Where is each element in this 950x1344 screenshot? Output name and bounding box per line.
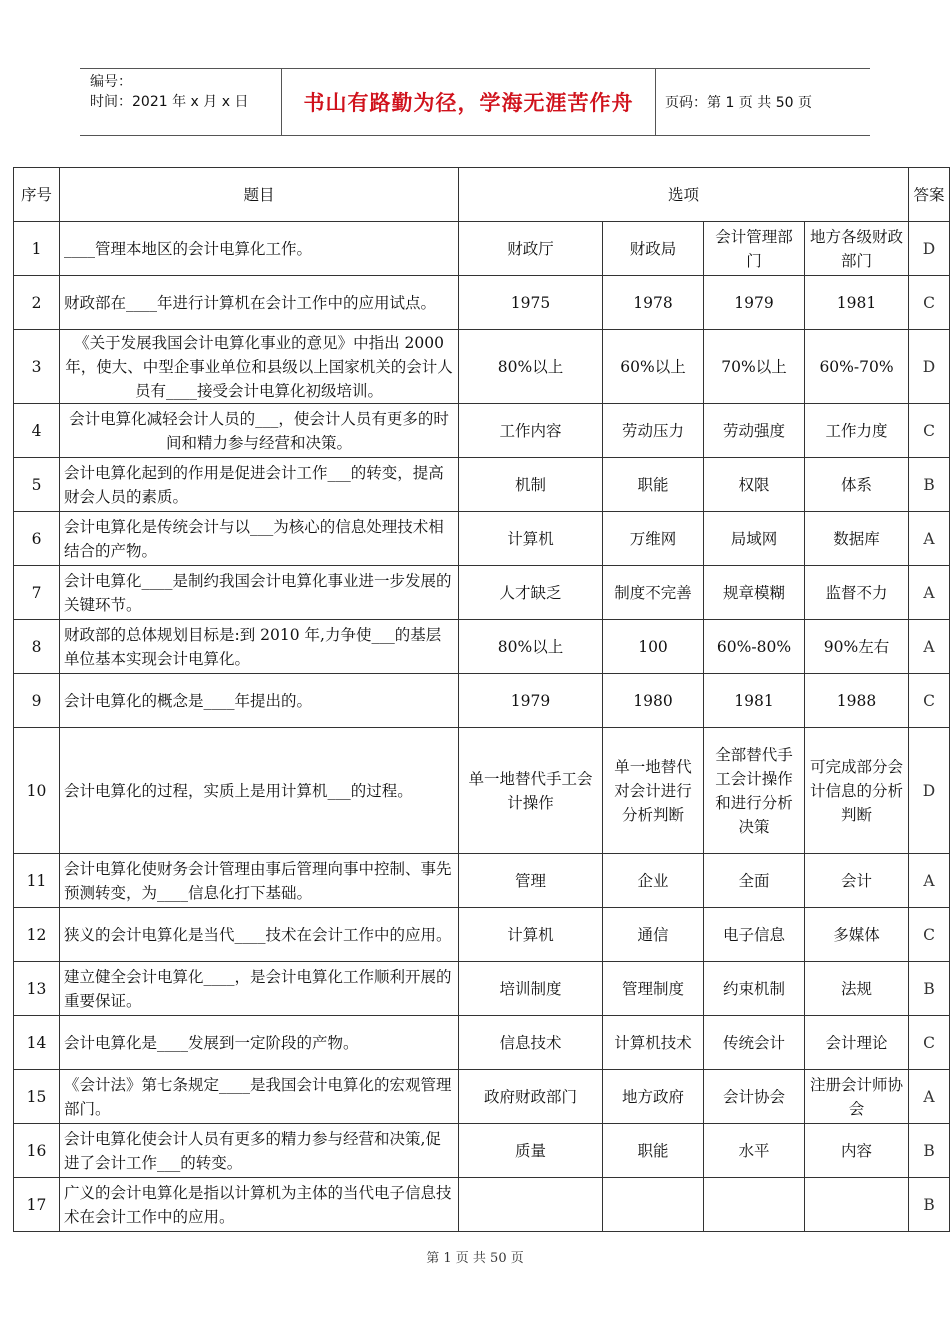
option-c: 会计管理部门 xyxy=(704,222,805,276)
option-b: 1978 xyxy=(603,276,704,330)
option-d: 多媒体 xyxy=(805,908,909,962)
option-d: 90%左右 xyxy=(805,620,909,674)
question-text: 建立健全会计电算化____，是会计电算化工作顺利开展的重要保证。 xyxy=(60,962,459,1016)
table-header-row xyxy=(14,168,950,222)
question-text: 会计电算化使会计人员有更多的精力参与经营和决策,促进了会计工作___的转变。 xyxy=(60,1124,459,1178)
table-row xyxy=(14,512,950,566)
question-text: 财政部的总体规划目标是:到 2010 年,力争使___的基层单位基本实现会计电算化。 xyxy=(60,620,459,674)
option-a: 计算机 xyxy=(459,512,603,566)
option-a: 1979 xyxy=(459,674,603,728)
header-motto: 书山有路勤为径，学海无涯苦作舟 xyxy=(282,69,656,135)
option-a: 单一地替代手工会计操作 xyxy=(459,728,603,854)
option-b: 100 xyxy=(603,620,704,674)
option-d: 1988 xyxy=(805,674,909,728)
option-b: 地方政府 xyxy=(603,1070,704,1124)
question-number: 6 xyxy=(14,512,60,566)
question-text: 《会计法》第七条规定____是我国会计电算化的宏观管理部门。 xyxy=(60,1070,459,1124)
option-c: 劳动强度 xyxy=(704,404,805,458)
option-c: 全面 xyxy=(704,854,805,908)
option-c: 1979 xyxy=(704,276,805,330)
header-answer: 答案 xyxy=(909,168,950,222)
option-b: 职能 xyxy=(603,1124,704,1178)
table-row xyxy=(14,908,950,962)
table-row xyxy=(14,330,950,404)
answer-cell: B xyxy=(909,1124,950,1178)
option-a: 管理 xyxy=(459,854,603,908)
question-text: 《关于发展我国会计电算化事业的意见》中指出 2000 年，使大、中型企事业单位和县级以上国家机关的会计人员有____接受会计电算化初级培训。 xyxy=(60,330,459,404)
option-d: 60%-70% xyxy=(805,330,909,404)
question-text: 财政部在____年进行计算机在会计工作中的应用试点。 xyxy=(60,276,459,330)
option-d: 内容 xyxy=(805,1124,909,1178)
option-b: 通信 xyxy=(603,908,704,962)
answer-cell: A xyxy=(909,566,950,620)
option-c: 约束机制 xyxy=(704,962,805,1016)
option-c: 局域网 xyxy=(704,512,805,566)
page-header xyxy=(80,68,870,136)
question-text: ____管理本地区的会计电算化工作。 xyxy=(60,222,459,276)
option-a: 财政厅 xyxy=(459,222,603,276)
option-d: 法规 xyxy=(805,962,909,1016)
answer-cell: C xyxy=(909,908,950,962)
answer-cell: C xyxy=(909,404,950,458)
option-a: 80%以上 xyxy=(459,620,603,674)
question-text: 会计电算化减轻会计人员的___，使会计人员有更多的时间和精力参与经营和决策。 xyxy=(60,404,459,458)
option-b: 1980 xyxy=(603,674,704,728)
option-d: 会计理论 xyxy=(805,1016,909,1070)
header-no: 序号 xyxy=(14,168,60,222)
option-b: 制度不完善 xyxy=(603,566,704,620)
option-d: 监督不力 xyxy=(805,566,909,620)
question-number: 15 xyxy=(14,1070,60,1124)
answer-cell: B xyxy=(909,962,950,1016)
time-label: 时间：2021 年 x 月 x 日 xyxy=(90,94,249,110)
table-row xyxy=(14,404,950,458)
option-b: 60%以上 xyxy=(603,330,704,404)
option-b: 管理制度 xyxy=(603,962,704,1016)
option-a: 政府财政部门 xyxy=(459,1070,603,1124)
option-b: 企业 xyxy=(603,854,704,908)
table-row xyxy=(14,620,950,674)
option-b: 单一地替代对会计进行分析判断 xyxy=(603,728,704,854)
question-number: 5 xyxy=(14,458,60,512)
option-d: 体系 xyxy=(805,458,909,512)
option-c xyxy=(704,1178,805,1232)
table-row xyxy=(14,962,950,1016)
answer-cell: C xyxy=(909,674,950,728)
question-number: 10 xyxy=(14,728,60,854)
option-a: 信息技术 xyxy=(459,1016,603,1070)
question-number: 17 xyxy=(14,1178,60,1232)
answer-cell: D xyxy=(909,728,950,854)
table-row xyxy=(14,458,950,512)
question-number: 9 xyxy=(14,674,60,728)
option-c: 传统会计 xyxy=(704,1016,805,1070)
answer-cell: B xyxy=(909,1178,950,1232)
option-d xyxy=(805,1178,909,1232)
option-b: 财政局 xyxy=(603,222,704,276)
question-text: 会计电算化的过程，实质上是用计算机___的过程。 xyxy=(60,728,459,854)
table-row xyxy=(14,1178,950,1232)
option-d: 地方各级财政部门 xyxy=(805,222,909,276)
question-number: 12 xyxy=(14,908,60,962)
option-c: 电子信息 xyxy=(704,908,805,962)
question-number: 3 xyxy=(14,330,60,404)
question-number: 2 xyxy=(14,276,60,330)
option-b: 计算机技术 xyxy=(603,1016,704,1070)
table-row xyxy=(14,1124,950,1178)
answer-cell: A xyxy=(909,1070,950,1124)
question-text: 会计电算化使财务会计管理由事后管理向事中控制、事先预测转变，为____信息化打下基础。 xyxy=(60,854,459,908)
option-a: 计算机 xyxy=(459,908,603,962)
question-text: 会计电算化____是制约我国会计电算化事业进一步发展的关键环节。 xyxy=(60,566,459,620)
option-a: 人才缺乏 xyxy=(459,566,603,620)
header-question: 题目 xyxy=(60,168,459,222)
option-c: 规章模糊 xyxy=(704,566,805,620)
option-c: 权限 xyxy=(704,458,805,512)
option-c: 会计协会 xyxy=(704,1070,805,1124)
option-c: 1981 xyxy=(704,674,805,728)
option-d: 1981 xyxy=(805,276,909,330)
number-label: 编号： xyxy=(90,74,132,90)
option-b: 万维网 xyxy=(603,512,704,566)
header-options: 选项 xyxy=(459,168,909,222)
answer-cell: A xyxy=(909,512,950,566)
table-row xyxy=(14,674,950,728)
answer-cell: C xyxy=(909,1016,950,1070)
option-a: 质量 xyxy=(459,1124,603,1178)
option-a: 培训制度 xyxy=(459,962,603,1016)
question-text: 会计电算化是____发展到一定阶段的产物。 xyxy=(60,1016,459,1070)
option-b: 职能 xyxy=(603,458,704,512)
question-text: 广义的会计电算化是指以计算机为主体的当代电子信息技术在会计工作中的应用。 xyxy=(60,1178,459,1232)
option-a: 80%以上 xyxy=(459,330,603,404)
question-number: 11 xyxy=(14,854,60,908)
option-a: 1975 xyxy=(459,276,603,330)
answer-cell: C xyxy=(909,276,950,330)
answer-cell: D xyxy=(909,330,950,404)
question-text: 会计电算化起到的作用是促进会计工作___的转变，提高财会人员的素质。 xyxy=(60,458,459,512)
answer-cell: B xyxy=(909,458,950,512)
answer-cell: A xyxy=(909,854,950,908)
option-c: 60%-80% xyxy=(704,620,805,674)
table-row xyxy=(14,276,950,330)
question-number: 4 xyxy=(14,404,60,458)
question-text: 会计电算化的概念是____年提出的。 xyxy=(60,674,459,728)
option-a: 工作内容 xyxy=(459,404,603,458)
question-number: 7 xyxy=(14,566,60,620)
answer-cell: D xyxy=(909,222,950,276)
table-body xyxy=(14,222,950,1232)
option-c: 70%以上 xyxy=(704,330,805,404)
option-d: 数据库 xyxy=(805,512,909,566)
question-number: 13 xyxy=(14,962,60,1016)
question-text: 狭义的会计电算化是当代____技术在会计工作中的应用。 xyxy=(60,908,459,962)
option-d: 注册会计师协会 xyxy=(805,1070,909,1124)
answer-cell: A xyxy=(909,620,950,674)
page-footer: 第 1 页 共 50 页 xyxy=(426,1251,524,1266)
question-table xyxy=(13,167,950,1232)
question-number: 16 xyxy=(14,1124,60,1178)
question-text: 会计电算化是传统会计与以___为核心的信息处理技术相结合的产物。 xyxy=(60,512,459,566)
header-meta xyxy=(80,69,282,135)
option-a xyxy=(459,1178,603,1232)
table-row xyxy=(14,854,950,908)
option-c: 水平 xyxy=(704,1124,805,1178)
option-b: 劳动压力 xyxy=(603,404,704,458)
question-number: 1 xyxy=(14,222,60,276)
option-d: 会计 xyxy=(805,854,909,908)
table-row xyxy=(14,566,950,620)
option-b xyxy=(603,1178,704,1232)
option-d: 可完成部分会计信息的分析判断 xyxy=(805,728,909,854)
question-number: 8 xyxy=(14,620,60,674)
option-d: 工作力度 xyxy=(805,404,909,458)
question-number: 14 xyxy=(14,1016,60,1070)
table-row xyxy=(14,1070,950,1124)
table-row xyxy=(14,1016,950,1070)
header-page-info: 页码：第 1 页 共 50 页 xyxy=(665,95,812,111)
option-c: 全部替代手工会计操作和进行分析决策 xyxy=(704,728,805,854)
table-row xyxy=(14,222,950,276)
option-a: 机制 xyxy=(459,458,603,512)
table-row xyxy=(14,728,950,854)
